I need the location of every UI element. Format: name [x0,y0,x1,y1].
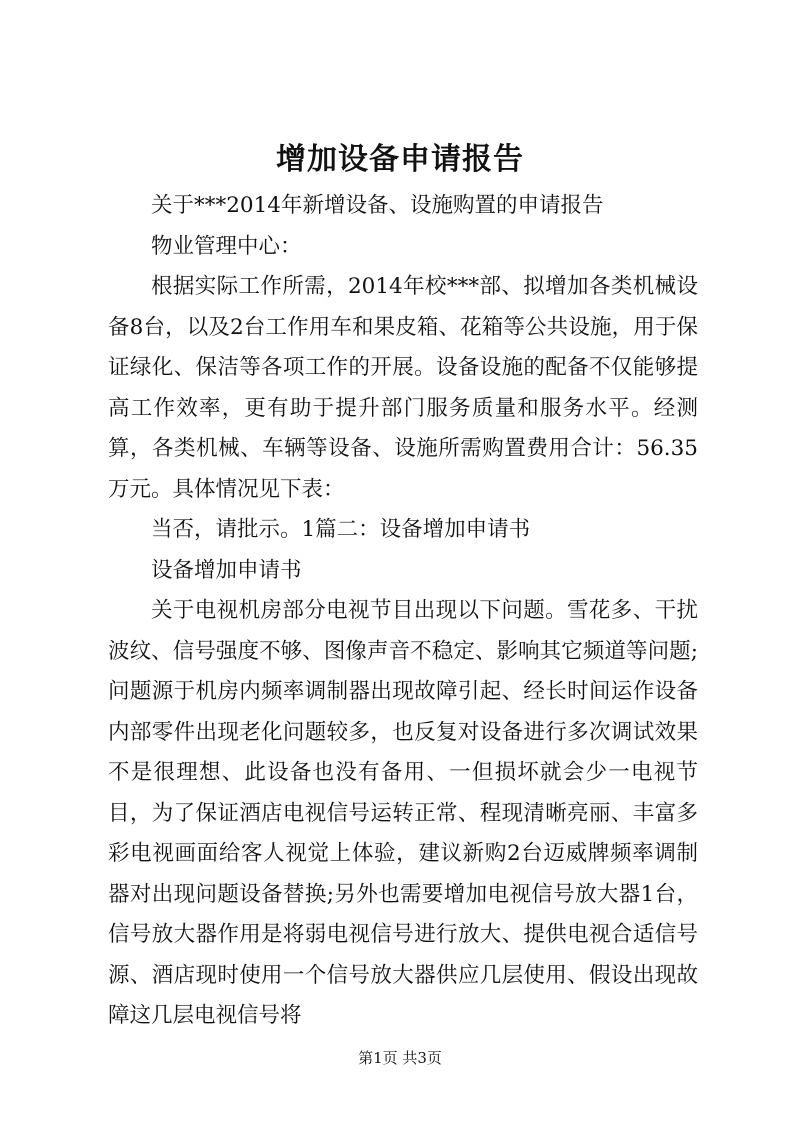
document-body [108,186,698,1037]
document-title: 增加设备申请报告 [276,142,524,177]
page-footer: 第1页 共3页 [358,1049,442,1067]
paragraph-request-details: 根据实际工作所需，2014年校***部、拟增加各类机械设备8台，以及2台工作用车和果皮箱、花箱等公共设施，用于保证绿化、保洁等各项工作的开展。设备设施的配备不仅能够提高工作效率，更有助于提升部门服务质量和服务水平。经测算，各类机械、车辆等设备、设施所需购置费用合计：56.35万元。具体情况见下表： [108,274,698,502]
paragraph-section-heading: 设备增加申请书 [151,557,302,583]
paragraph-tv-equipment-issue: 关于电视机房部分电视节目出现以下问题。雪花多、干扰波纹、信号强度不够、图像声音不稳定、影响其它频道等问题;问题源于机房内频率调制器出现故障引起、经长时间运作设备内部零件出现老化问题较多，也反复对设备进行多次调试效果不是很理想、此设备也没有备用、一但损坏就会少一电视节目，为了保证酒店电视信号运转正常、程现清晰亮丽、丰富多彩电视画面给客人视觉上体验，建议新购2台迈威牌频率调制器对出现问题设备替换;另外也需要增加电视信号放大器1台，信号放大器作用是将弱电视信号进行放大、提供电视合适信号源、酒店现时使用一个信号放大器供应几层使用、假设出现故障这几层电视信号将 [108,598,698,1028]
paragraph-subject-line: 关于***2014年新增设备、设施购置的申请报告 [151,193,604,218]
paragraph-addressee: 物业管理中心： [151,233,302,259]
paragraph-approval-request: 当否，请批示。1篇二：设备增加申请书 [151,517,531,542]
